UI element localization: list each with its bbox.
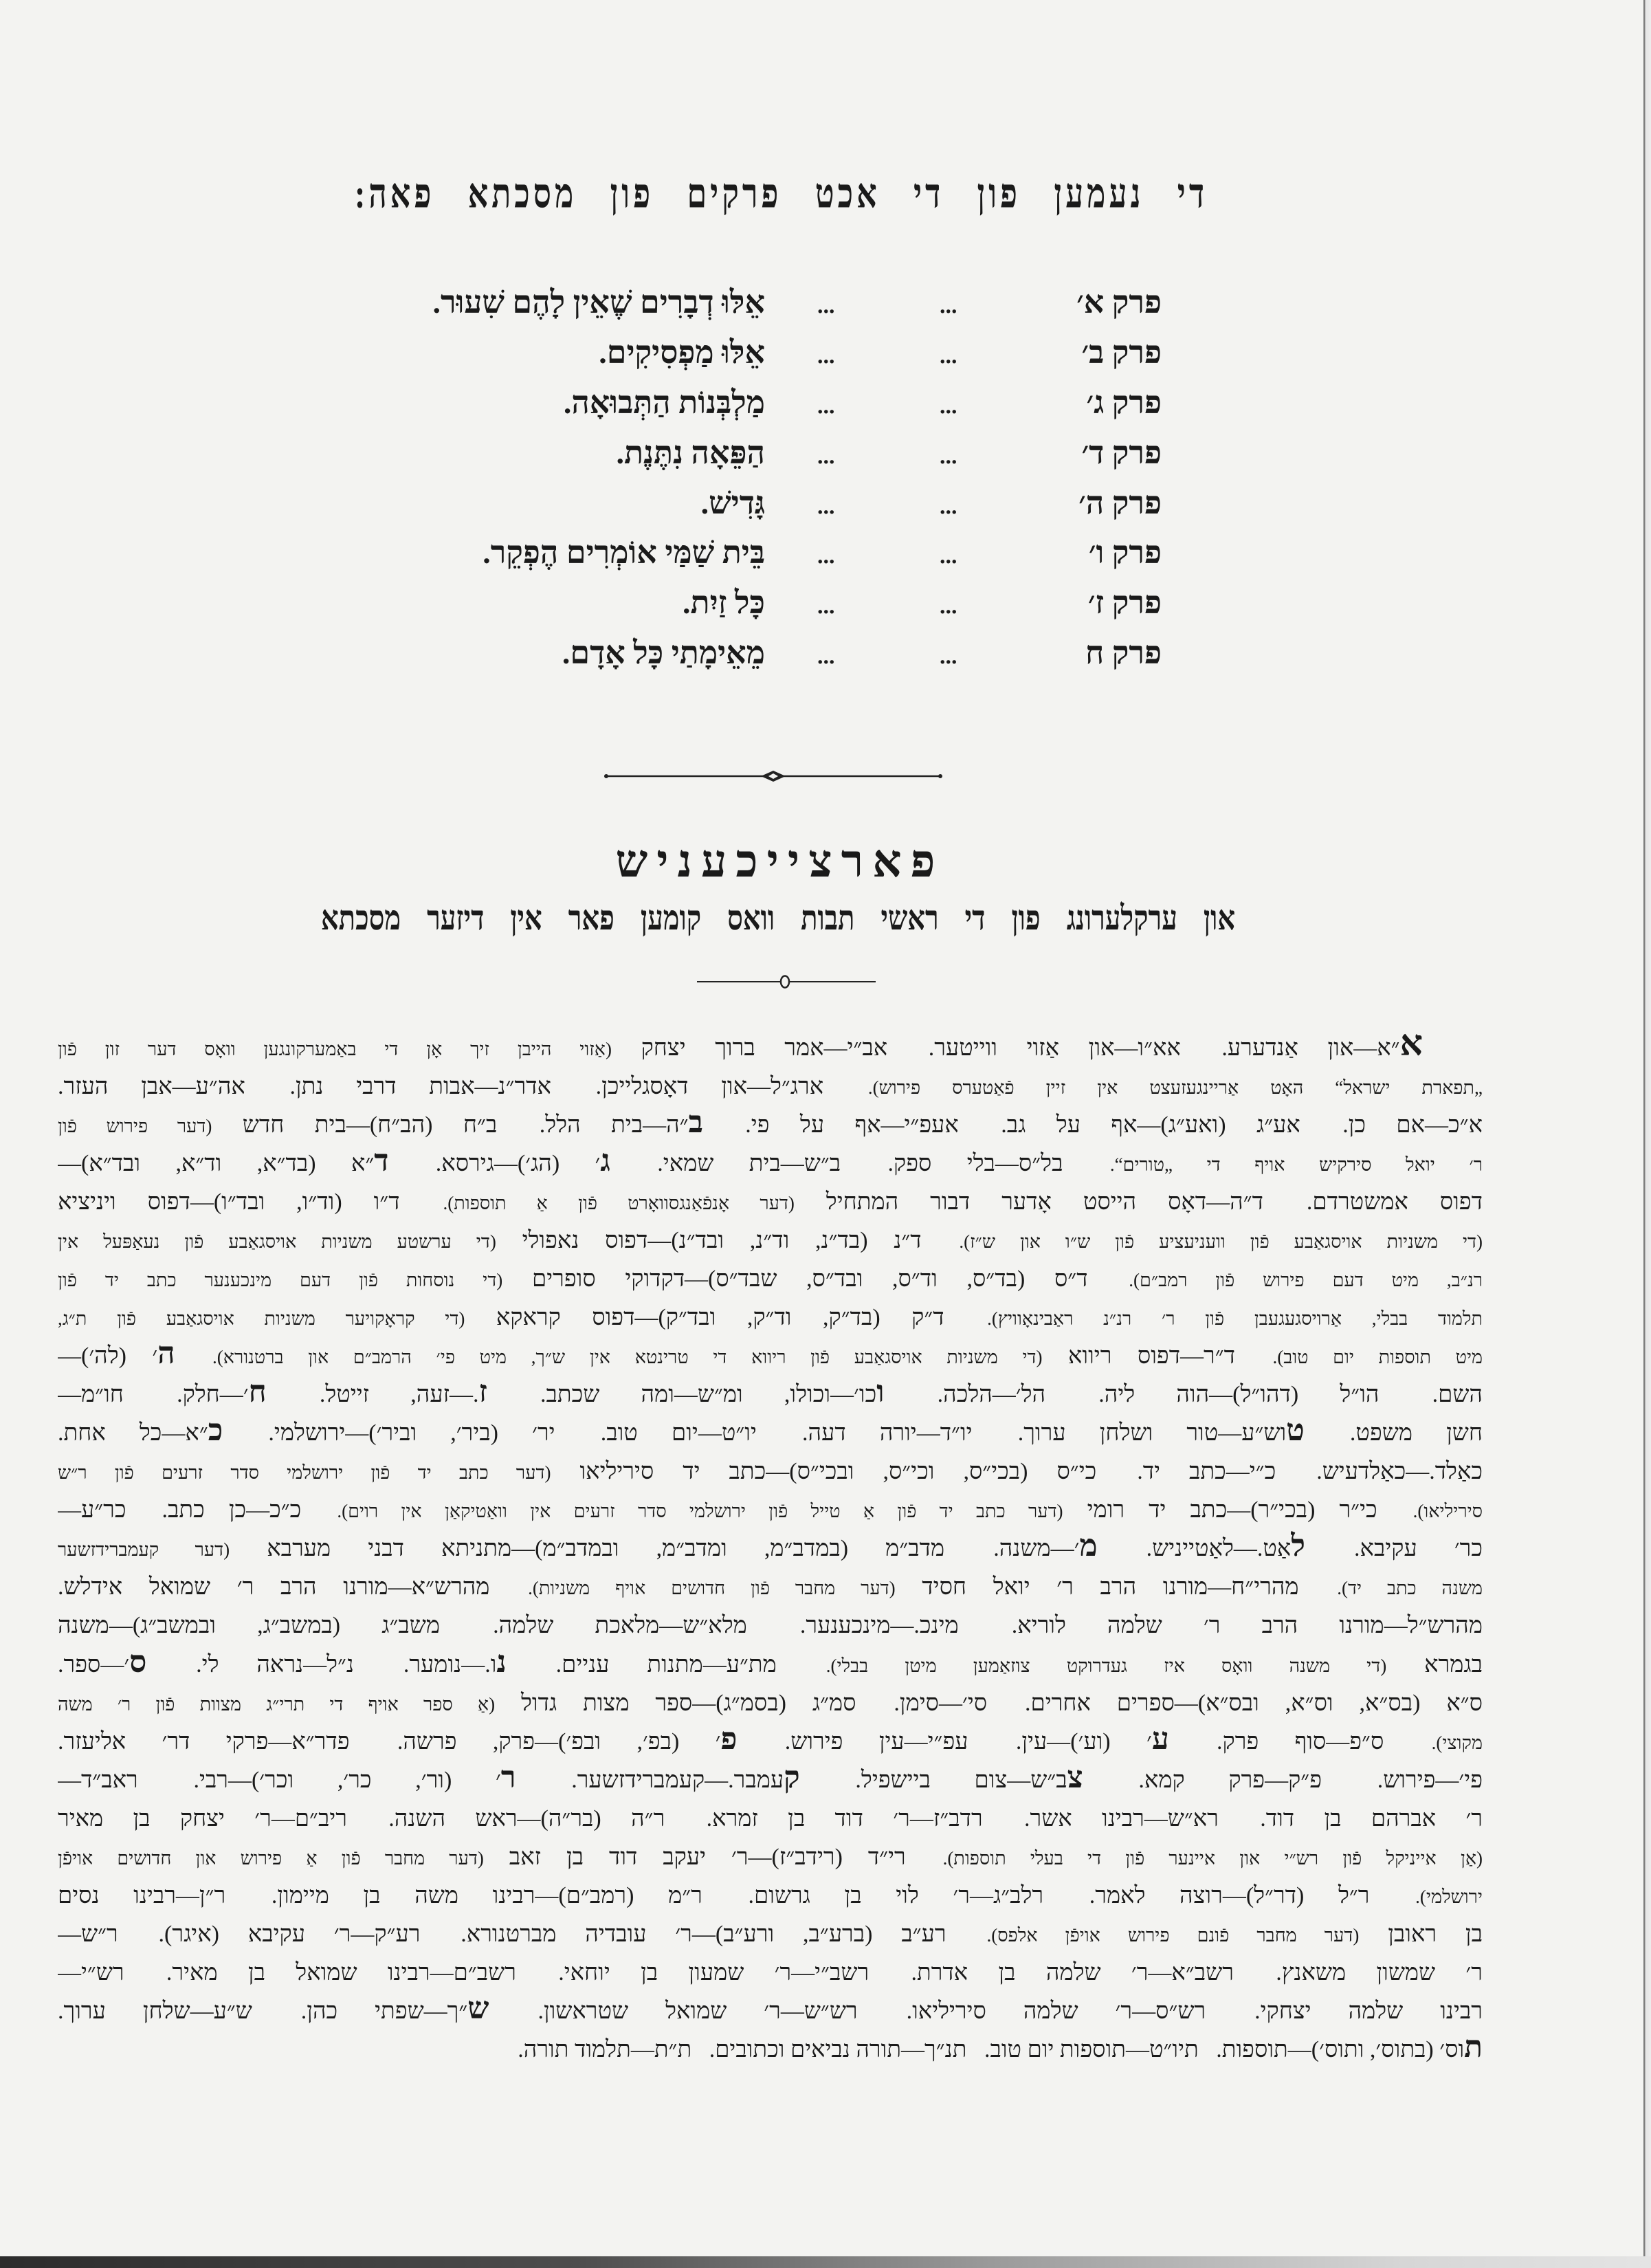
- entry-text: ׳—משנה. מדב״מ (במדב״מ, ומדב״מ, ובמדב״מ)—מתניתא דבני מערבא: [230, 1536, 1080, 1562]
- index-line: [58, 1568, 1483, 1607]
- dot-leader: ...: [816, 434, 834, 470]
- entry-text: דפוס אמשטרדם. ד״ה—דאָס הייסט אָדער דבור המתחיל: [794, 1189, 1483, 1215]
- initial-letter: ג: [600, 1145, 610, 1178]
- dot-leader: ...: [938, 334, 956, 370]
- dot-leader: ...: [816, 285, 834, 320]
- index-line: [58, 1723, 1483, 1761]
- entry-text: מהרש״א—מורנו הרב ר׳ שמואל אידלש.: [58, 1574, 529, 1600]
- index-subtitle: און ערקלערונג פון די ראשי תבות וואס קומען פאר אין דיזער מסכתא: [321, 898, 1235, 938]
- dot-leader: ...: [938, 434, 956, 470]
- chapter-label: פרק ו׳: [1088, 535, 1162, 571]
- chapter-label: פרק ה׳: [1078, 485, 1162, 520]
- entry-text: א״כ—אם כן. אע״ג (ואע״ג)—אף על גב. אעפ״י—אף על פי.: [702, 1112, 1483, 1138]
- chapter-name: מֵאֵימָתַי כָּל אָדָם.: [562, 635, 765, 671]
- note-text: משנה כתב יד).: [1337, 1578, 1483, 1599]
- index-line: [58, 1992, 1483, 2031]
- chapter-row: [0, 278, 1651, 328]
- entry-text: וס׳ (בתוס׳, ותוס׳)—תוספות. תיו״ט—תוספות יום טוב. תנ״ך—תורה נביאים וכתובים. ת״ת—תלמוד תורה.: [518, 2036, 1465, 2062]
- entry-text: ׳ (וע׳)—עין. עפ״י—עין פירוש.: [737, 1728, 1152, 1754]
- initial-letter: צ: [1067, 1761, 1083, 1794]
- entry-text: ״א—כל אחת.: [58, 1420, 208, 1446]
- index-line: [58, 1106, 1483, 1145]
- index-line: [58, 1183, 1483, 1222]
- note-text: (די קראָקויער משניות אויסגאַבע פֿון ת״ג,: [58, 1308, 465, 1330]
- note-text: (דער מחבר פֿון אַ פירוש און חדושים אויפֿן: [58, 1847, 484, 1869]
- note-text: (דער קעמברידזשער: [58, 1539, 230, 1561]
- ornamental-divider-icon: [604, 770, 942, 782]
- chapter-name: בֵּית שַׁמַּי אוֹמְרִים הֶפְקֵר.: [483, 535, 765, 571]
- entry-text: ״א (בד״א, וד״א, ובד״א)—: [58, 1151, 375, 1177]
- initial-letter: פ: [720, 1722, 738, 1756]
- initial-letter: ל: [1291, 1530, 1305, 1563]
- entry-text: בל״ס—בלי ספק. ב״ש—בית שמאי.: [610, 1151, 1110, 1177]
- entry-text: ׳—ספר.: [58, 1651, 130, 1677]
- index-line: [58, 1646, 1483, 1684]
- index-line: [58, 1145, 1483, 1183]
- dot-leader: ...: [816, 535, 834, 571]
- note-text: (דער כתב יד פֿון ירושלמי סדר זרעים פֿון ר״ש: [58, 1462, 551, 1484]
- chapter-row: [0, 378, 1651, 428]
- note-text: תלמוד בבלי, אַרויסגעגעבן פֿון ר׳ רנ״נ ראַבינאָוויץ).: [987, 1308, 1483, 1330]
- dot-leader: ...: [816, 334, 834, 370]
- index-line: [58, 1299, 1483, 1337]
- initial-letter: ב: [688, 1106, 703, 1140]
- entry-text: עמבר.—קעמברידזשער.: [516, 1767, 784, 1793]
- note-text: (אַזוי הייבן זיך אָן די באַמערקונגען וואָס דער זון פֿון: [58, 1039, 612, 1059]
- entry-text: השם. הו״ל (דהו״ל)—הוה ליה. הל׳—הלכה.: [884, 1382, 1483, 1408]
- initial-letter: א: [1399, 1029, 1423, 1064]
- entry-text: ״ה—בית הלל. ב״ח (הב״ח)—בית חדש: [212, 1112, 689, 1138]
- entry-text: בן ראובן: [1359, 1921, 1483, 1947]
- note-text: (אַ ספר אויף די תרי״ג מצוות פֿון ר׳ משה: [58, 1693, 496, 1715]
- index-line: [58, 1954, 1483, 1992]
- note-text: ירושלמי).: [1415, 1886, 1483, 1907]
- initial-letter: מ: [1079, 1530, 1098, 1563]
- entry-text: ו.—נומער. נ״ל—נראה לי.: [146, 1651, 497, 1677]
- chapters-heading: די נעמען פון די אכט פרקים פון מסכתא פאה:: [355, 170, 1208, 217]
- dot-leader: ...: [816, 585, 834, 621]
- note-text: (דער מחבר פֿונם פירוש אויפֿן אלפס).: [986, 1924, 1360, 1946]
- note-text: (אַן אייניקל פֿון רש״י און איינער פֿון די בעלי תוספות).: [942, 1847, 1483, 1869]
- index-line: [58, 1915, 1483, 1954]
- entry-text: ׳ (ור׳, כר׳, וכר׳)—רבי. ראב״ד—: [58, 1767, 501, 1793]
- dot-leader: ...: [938, 535, 956, 571]
- chapter-label: פרק ג׳: [1086, 384, 1162, 420]
- index-line: [58, 1877, 1483, 1915]
- entry-text: מהרש״ל—מורנו הרב ר׳ שלמה לוריא. מינכ.—מינכענער. מלא״ש—מלאכת שלמה. משב״ג (במשב״ג, ובמשב״ג)—משנה: [58, 1613, 1483, 1639]
- entry-text: רע״ב (ברע״ב, ורע״ב)—ר׳ עובדיה מברטנורא. רע״ק—ר׳ עקיבא (איגר). ר״ש—: [58, 1921, 987, 1947]
- entry-text: ר״ל (דר״ל)—רוצה לאמר. רלב״ג—ר׳ לוי בן גרשום. ר״מ (רמב״ם)—רבינו משה בן מיימון. ר״ן—רבינו נסים: [58, 1882, 1416, 1908]
- chapter-row: [0, 628, 1651, 679]
- index-line: [58, 1029, 1483, 1068]
- note-text: (די ערשטע משניות אויסגאַבע פֿון נעאַפּעל אין: [58, 1231, 496, 1253]
- dot-leader: ...: [816, 485, 834, 520]
- note-text: (דער מחבר פֿון חדושים אויף משניות).: [528, 1578, 896, 1599]
- note-text: (די משנה וואָס איז געדרוקט צוזאַמען מיטן בבלי).: [826, 1655, 1387, 1676]
- chapter-row: [0, 428, 1651, 478]
- chapter-label: פרק ז׳: [1087, 585, 1162, 621]
- entry-text: ד״ר—דפוס ריווא: [1042, 1343, 1273, 1369]
- entry-text: ר׳ אברהם בן דוד. רא״ש—רבינו אשר. רדב״ז—ר׳ דוד בן זמרא. ר״ה (בר״ה)—ראש השנה. ריב״ם—ר׳ יצחק בן מאיר: [58, 1805, 1483, 1831]
- chapter-name: הַפֵּאָה נִתֶּנֶת.: [616, 434, 765, 470]
- entry-text: ׳—חלק. חו״מ—: [58, 1382, 249, 1408]
- chapter-name: כָּל זַיִת.: [683, 585, 765, 621]
- entry-text: כאַלד.—כאַלדעיש. כ״י—כתב יד. כי״ס (בכי״ס, וכי״ס, ובכי״ס)—כתב יד סיריליאו: [551, 1459, 1483, 1485]
- index-line: [58, 1260, 1483, 1299]
- entry-text: בגמרא: [1386, 1651, 1483, 1677]
- note-text: מיט תוספות יום טוב).: [1272, 1347, 1483, 1368]
- initial-letter: ש: [467, 1992, 489, 2025]
- note-text: „תפארת ישראל“ האָט אַריינגעזעצט אין זיין פֿאַטערס פירוש).: [867, 1077, 1483, 1099]
- index-line: [58, 1376, 1483, 1414]
- initial-letter: ז: [478, 1376, 487, 1409]
- entry-text: כו׳—וכולו, ומ״ש—ומה שכתב.: [487, 1382, 877, 1408]
- entry-text: ר׳ שמשון משאנץ. רשב״א—ר׳ שלמה בן אדרת. רשב״י—ר׳ שמעון בן יוחאי. רשב״ם—רבינו שמואל בן מאיר. רש״י—: [58, 1959, 1483, 1985]
- note-text: (דער אָנפֿאַנגסוואָרט פֿון אַ תוספות).: [443, 1193, 795, 1214]
- index-line: [58, 1337, 1483, 1376]
- entry-text: חשן משפט.: [1304, 1420, 1483, 1446]
- ornamental-divider-small-icon: [696, 975, 877, 989]
- chapter-label: פרק א׳: [1076, 285, 1162, 320]
- entry-text: רי״ד (רידב״ז)—ר׳ יעקב דוד בן זאב: [483, 1844, 943, 1870]
- note-text: (דער כתב יד פֿון אַ טייל פֿון ירושלמי סדר זרעים אין וואַטיקאַן אין רוים).: [337, 1501, 1063, 1522]
- chapter-row: [0, 528, 1651, 578]
- entry-text: פי׳—פירוש. פ״ק—פרק קמא.: [1083, 1767, 1483, 1793]
- index-line: [58, 2031, 1483, 2069]
- dot-leader: ...: [816, 384, 834, 420]
- initial-letter: כ: [208, 1414, 223, 1448]
- entry-text: .—זעה, זייטל.: [266, 1382, 479, 1408]
- entry-text: ד״ק (בד״ק, וד״ק, ובד״ק)—דפוס קראקא: [465, 1305, 988, 1331]
- index-title: פארצייכעניש: [615, 837, 944, 887]
- index-line: [58, 1453, 1483, 1491]
- initial-letter: ע: [1151, 1722, 1169, 1756]
- entry-text: ד״ו (וד״ו, ובד״ו)—דפוס ויניציא: [58, 1189, 443, 1215]
- note-text: (די משניות אויסגאַבע פֿון וועניעציע פֿון ש״ו און ש״ז).: [959, 1231, 1483, 1253]
- initial-letter: נ: [496, 1645, 507, 1679]
- entry-text: ׳ (בפ׳, ובפ׳)—פרק, פרשה. פדר״א—פרקי דר׳ אליעזר.: [58, 1728, 721, 1754]
- entry-text: ד״נ (בד״נ, וד״נ, ובד״נ)—דפוס נאפולי: [496, 1228, 960, 1254]
- initial-letter: ס: [129, 1645, 147, 1679]
- entry-text: ארג״ל—און דאָסגלייכן. אדר״נ—אבות דרבי נתן. אה״ע—אבן העזר.: [58, 1074, 868, 1100]
- entry-text: ד״ס (בד״ס, וד״ס, ובד״ס, שבד״ס)—דקדוקי סופרים: [502, 1266, 1129, 1292]
- dot-leader: ...: [938, 585, 956, 621]
- index-line: [58, 1800, 1483, 1838]
- entry-text: [175, 1343, 212, 1369]
- chapter-row: [0, 328, 1651, 378]
- dot-leader: ...: [938, 285, 956, 320]
- entry-text: מת״ע—מתנות עניים.: [506, 1651, 826, 1677]
- entry-text: רבינו שלמה יצחקי. רש״ס—ר׳ שלמה סיריליאו. רש״ש—ר׳ שמואל שטראשון.: [489, 1998, 1483, 2024]
- chapter-name: אֵלּוּ מַפְסִיקִים.: [599, 334, 765, 370]
- chapter-row: [0, 578, 1651, 628]
- abbreviations-list: [58, 1029, 1483, 2069]
- entry-text: ב״ש—צום ביישפיל.: [799, 1767, 1067, 1793]
- chapter-label: פרק ח: [1085, 635, 1162, 671]
- note-text: מקוצי).: [1431, 1732, 1483, 1753]
- index-line: [58, 1761, 1483, 1800]
- entry-text: אַט.—לאַטייניש.: [1097, 1536, 1292, 1562]
- note-text: רנ״ב, מיט דעם פירוש פֿון רמב״ם).: [1129, 1270, 1483, 1291]
- index-line: [58, 1530, 1483, 1568]
- note-text: (דער פירוש פֿון: [58, 1116, 212, 1137]
- initial-letter: ק: [784, 1761, 800, 1794]
- chapter-list: [0, 278, 1651, 679]
- note-text: (די נוסחות פֿון דעם מינכענער כתב יד פֿון: [58, 1270, 503, 1291]
- chapter-label: פרק ד׳: [1081, 434, 1162, 470]
- note-text: (די משניות אויסגאַבע פֿון ריווא די טרינטא אין ש״ך, מיט פי׳ הרמב״ם און ברטנורא).: [212, 1347, 1043, 1368]
- chapter-name: גָּדִישׁ.: [700, 485, 765, 520]
- dot-leader: ...: [938, 635, 956, 671]
- entry-text: כ״כ—כן כתב. כר״ע—: [58, 1497, 337, 1523]
- entry-text: ׳ (הג׳)—גירסא.: [388, 1151, 601, 1177]
- initial-letter: ת: [1464, 2030, 1483, 2064]
- index-line: [58, 1838, 1483, 1877]
- chapter-row: [0, 478, 1651, 529]
- note-text: ר׳ יואל סירקיש אויף די „טורים“.: [1109, 1154, 1483, 1176]
- entry-text: ״ך—שפתי כהן. ש״ע—שלחן ערוך.: [58, 1998, 468, 2024]
- index-line: [58, 1222, 1483, 1260]
- entry-text: כי״ר (בכי״ר)—כתב יד רומי: [1063, 1497, 1413, 1523]
- initial-letter: ה: [157, 1337, 175, 1371]
- entry-text: וש״ע—טור ושלחן ערוך. יו״ד—יורה דעה. יו״ט—יום טוב. יר׳ (ביר׳, וביר׳)—ירושלמי.: [223, 1420, 1287, 1446]
- entry-text: ״א—און אַנדערע. אא״ו—און אַזוי ווייטער. אב״י—אמר ברוך יצחק: [612, 1035, 1400, 1061]
- entry-text: כר׳ עקיבא.: [1305, 1536, 1483, 1562]
- index-line: [58, 1068, 1483, 1106]
- entry-text: ס״א (בס״א, וס״א, ובס״א)—ספרים אחרים. סי׳—סימן. סמ״ג (בסמ״ג)—ספר מצות גדול: [495, 1690, 1483, 1716]
- index-line: [58, 1491, 1483, 1530]
- index-line: [58, 1684, 1483, 1723]
- chapter-label: פרק ב׳: [1081, 334, 1162, 370]
- initial-letter: ו: [876, 1376, 885, 1409]
- index-line: [58, 1414, 1483, 1453]
- chapter-name: אֵלּוּ דְבָרִים שֶׁאֵין לָהֶם שִׁעוּר.: [432, 285, 765, 320]
- dot-leader: ...: [938, 485, 956, 520]
- dot-leader: ...: [938, 384, 956, 420]
- dot-leader: ...: [816, 635, 834, 671]
- entry-text: מהרי״ח—מורנו הרב ר׳ יואל חסיד: [895, 1574, 1338, 1600]
- entry-text: ס״פ—סוף פרק.: [1168, 1728, 1432, 1754]
- initial-letter: ט: [1286, 1414, 1305, 1448]
- scanner-border: [0, 2256, 1651, 2268]
- initial-letter: ר: [500, 1761, 516, 1794]
- chapter-name: מַלְבְּנוֹת הַתְּבוּאָה.: [563, 384, 765, 420]
- index-line: [58, 1607, 1483, 1645]
- initial-letter: ד: [374, 1145, 389, 1178]
- initial-letter: ח: [248, 1376, 267, 1409]
- entry-text: ׳ (לה׳)—: [58, 1343, 158, 1369]
- note-text: סיריליאו).: [1412, 1501, 1483, 1522]
